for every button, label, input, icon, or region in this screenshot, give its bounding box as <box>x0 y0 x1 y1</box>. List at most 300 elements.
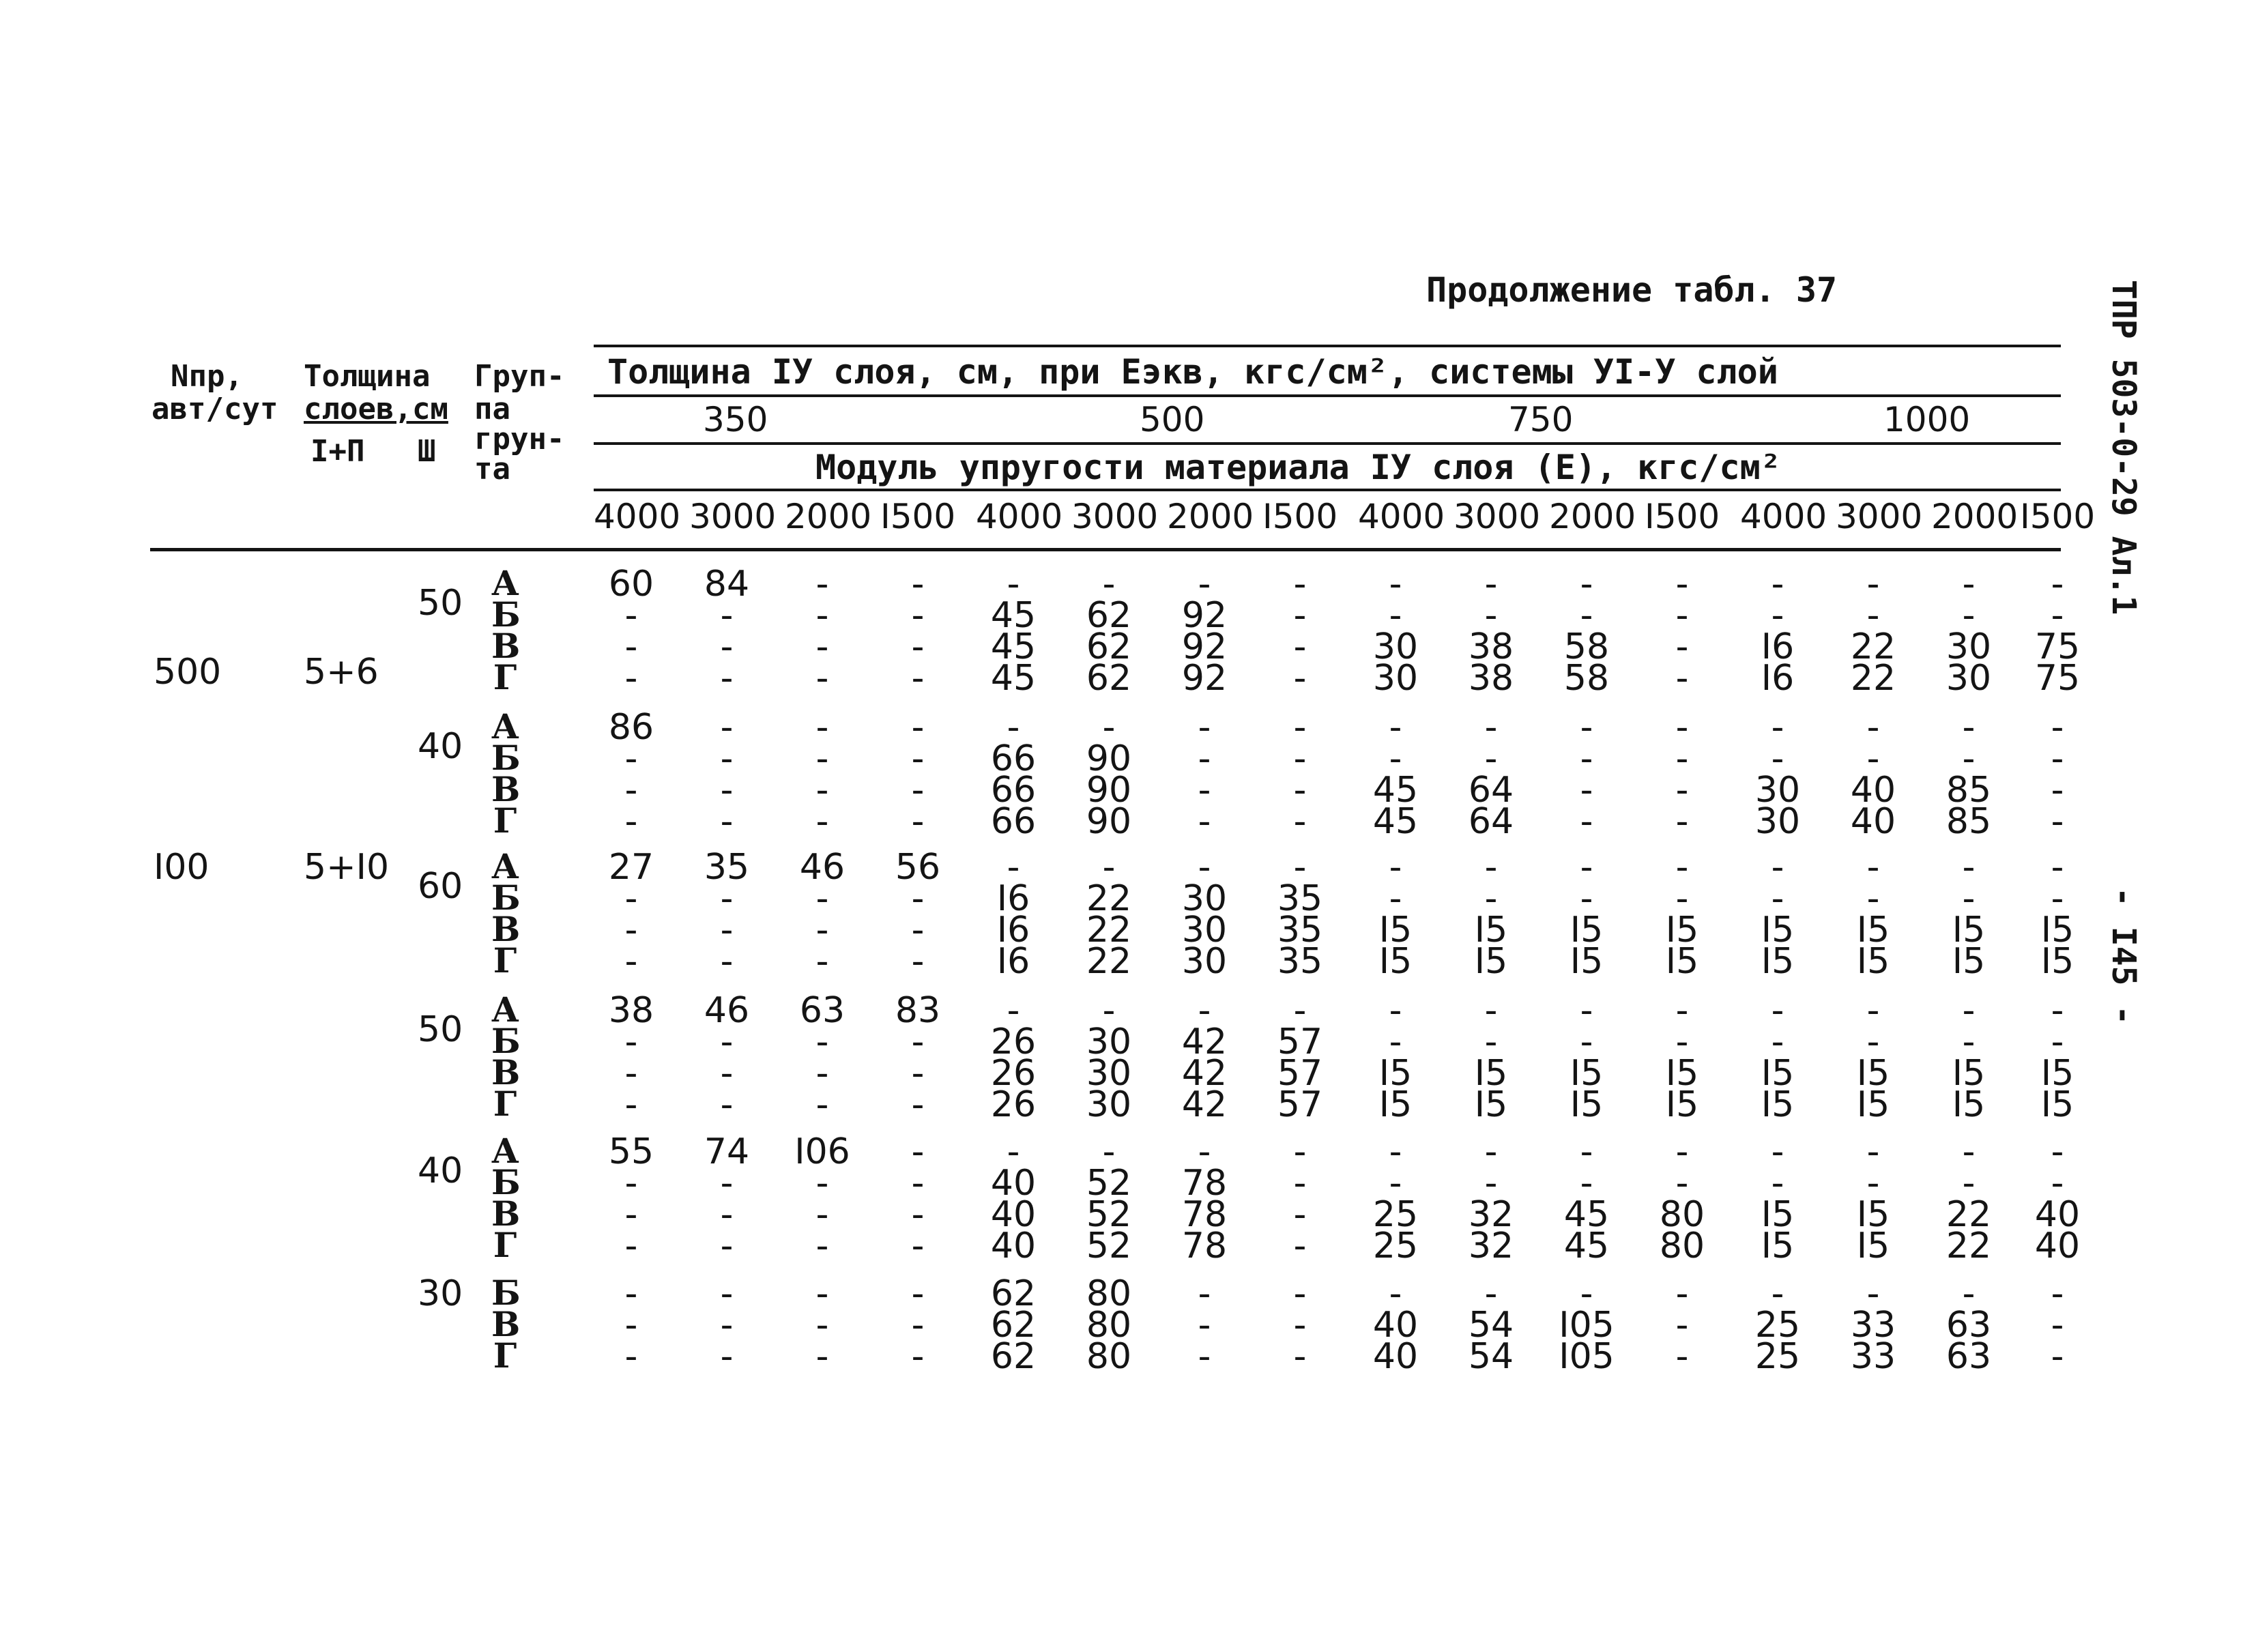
table-cell: - <box>624 1336 638 1377</box>
table-cell: 57 <box>1277 1021 1323 1062</box>
table-cell: I5 <box>1761 1084 1795 1125</box>
header-group-line4: та <box>474 452 510 487</box>
table-cell: - <box>1580 1131 1593 1172</box>
table-cell: I5 <box>1570 1084 1604 1125</box>
table-cell: I5 <box>1761 941 1795 982</box>
table-cell: - <box>2051 1336 2064 1377</box>
table-cell: 62 <box>990 1273 1037 1314</box>
header-group-line1: Груп- <box>474 359 565 394</box>
table-cell: - <box>815 1163 829 1204</box>
table-cell: 42 <box>1181 1053 1228 1094</box>
header-group-line2: па <box>474 392 510 426</box>
table-cell: 30 <box>1181 910 1228 951</box>
table-cell: 38 <box>608 990 654 1031</box>
table-cell: 75 <box>2034 626 2081 667</box>
table-cell: I5 <box>1952 910 1986 951</box>
table-cell: - <box>2051 1131 2064 1172</box>
table-cell: - <box>911 564 925 605</box>
table-cell: - <box>1866 878 1880 919</box>
table-cell: - <box>1675 1131 1689 1172</box>
table-cell: 42 <box>1181 1084 1228 1125</box>
table-cell: - <box>1771 990 1784 1031</box>
table-cell: I5 <box>1378 941 1413 982</box>
soil-group: В <box>491 626 521 666</box>
table-cell: - <box>815 658 829 699</box>
table-cell: I5 <box>2040 941 2074 982</box>
table-cell: 75 <box>2034 658 2081 699</box>
table-cell: - <box>911 1131 925 1172</box>
table-cell: - <box>720 1163 734 1204</box>
table-cell: - <box>1389 595 1402 636</box>
table-cell: 60 <box>608 564 654 605</box>
table-cell: I5 <box>1952 1084 1986 1125</box>
table-cell: - <box>2051 878 2064 919</box>
table-cell: - <box>815 1273 829 1314</box>
table-cell: I6 <box>1761 626 1795 667</box>
table-cell: 45 <box>1563 1226 1610 1266</box>
table-cell: - <box>815 770 829 811</box>
table-cell: - <box>815 707 829 748</box>
table-cell: - <box>1198 1131 1211 1172</box>
soil-group: А <box>491 846 519 886</box>
table-cell: I5 <box>1570 910 1604 951</box>
soil-group: А <box>491 1131 519 1171</box>
soil-group: А <box>491 989 519 1030</box>
table-cell: - <box>1484 847 1498 888</box>
table-cell: I5 <box>1856 910 1890 951</box>
table-cell: - <box>720 738 734 779</box>
table-cell: - <box>1580 595 1593 636</box>
table-cell: - <box>1198 707 1211 748</box>
table-cell: 26 <box>990 1084 1037 1125</box>
table-cell: - <box>1293 595 1307 636</box>
table-cell: 74 <box>704 1131 750 1172</box>
table-cell: - <box>1771 564 1784 605</box>
table-cell: 30 <box>1372 626 1419 667</box>
table-cell: - <box>1293 738 1307 779</box>
table-cell: - <box>1580 770 1593 811</box>
table-cell: 25 <box>1372 1194 1419 1235</box>
table-cell: - <box>1293 1273 1307 1314</box>
table-cell: - <box>1771 738 1784 779</box>
table-cell: 55 <box>608 1131 654 1172</box>
soil-group: Б <box>491 878 521 918</box>
table-cell: - <box>1484 738 1498 779</box>
table-cell: 40 <box>990 1163 1037 1204</box>
table-cell: 30 <box>1086 1021 1132 1062</box>
modulus-header-15: 2000 <box>1931 497 2019 536</box>
table-cell: - <box>1007 707 1020 748</box>
table-cell: 62 <box>1086 626 1132 667</box>
soil-group: В <box>491 1193 521 1234</box>
table-cell: 92 <box>1181 658 1228 699</box>
table-cell: - <box>720 878 734 919</box>
table-cell: I5 <box>1570 941 1604 982</box>
table-cell: - <box>624 1163 638 1204</box>
header-main-title: Толщина IУ слоя, см, при Еэкв, кгс/см², системы УI-У слой <box>607 352 1778 392</box>
table-cell: - <box>720 1194 734 1235</box>
table-cell: 33 <box>1850 1305 1896 1346</box>
table-cell: 80 <box>1086 1336 1132 1377</box>
soil-group: Г <box>493 800 517 841</box>
table-cell: 30 <box>1086 1084 1132 1125</box>
table-cell: - <box>1102 1131 1116 1172</box>
table-cell: - <box>1389 990 1402 1031</box>
table-cell: 22 <box>1946 1194 1992 1235</box>
table-cell: - <box>1389 707 1402 748</box>
soil-group: Б <box>491 1162 521 1202</box>
table-cell: - <box>1675 1273 1689 1314</box>
table-cell: - <box>720 770 734 811</box>
table-cell: - <box>1866 595 1880 636</box>
table-cell: - <box>624 1194 638 1235</box>
table-cell: - <box>1675 738 1689 779</box>
table-cell: 30 <box>1181 878 1228 919</box>
table-cell: - <box>815 626 829 667</box>
table-cell: - <box>1580 738 1593 779</box>
table-cell: - <box>815 1336 829 1377</box>
table-cell: I5 <box>1665 1053 1699 1094</box>
table-cell: 32 <box>1468 1226 1514 1266</box>
table-cell: 38 <box>1468 626 1514 667</box>
table-cell: - <box>720 910 734 951</box>
traffic-intensity: 500 <box>154 651 222 693</box>
table-cell: - <box>815 1021 829 1062</box>
eekv-1000: 1000 <box>1883 400 1971 439</box>
soil-group: В <box>491 769 521 809</box>
eekv-350: 350 <box>703 400 768 439</box>
table-cell: - <box>1866 990 1880 1031</box>
table-cell: I6 <box>1761 658 1795 699</box>
table-cell: - <box>1866 1273 1880 1314</box>
header-rule-top <box>594 345 2061 347</box>
table-cell: - <box>1962 707 1976 748</box>
modulus-header-13: 4000 <box>1740 497 1827 536</box>
table-cell: I05 <box>1559 1336 1615 1377</box>
table-cell: 66 <box>990 801 1037 842</box>
table-cell: - <box>1675 1021 1689 1062</box>
table-cell: - <box>911 1336 925 1377</box>
table-cell: 26 <box>990 1021 1037 1062</box>
table-cell: I5 <box>1856 1084 1890 1125</box>
table-cell: I6 <box>996 878 1030 919</box>
table-cell: - <box>911 770 925 811</box>
table-cell: - <box>720 707 734 748</box>
table-cell: 90 <box>1086 770 1132 811</box>
table-cell: I5 <box>1856 1053 1890 1094</box>
table-cell: - <box>1962 595 1976 636</box>
table-cell: 80 <box>1659 1226 1705 1266</box>
table-cell: I5 <box>1856 1226 1890 1266</box>
table-cell: - <box>624 1084 638 1125</box>
table-cell: - <box>911 1163 925 1204</box>
table-cell: I6 <box>996 910 1030 951</box>
table-cell: - <box>1771 707 1784 748</box>
table-cell: - <box>911 1226 925 1266</box>
table-caption: Продолжение табл. 37 <box>1426 270 1838 310</box>
table-cell: - <box>1580 878 1593 919</box>
table-cell: - <box>911 1273 925 1314</box>
table-cell: - <box>1771 1021 1784 1062</box>
table-cell: - <box>1293 1194 1307 1235</box>
table-cell: I5 <box>1474 1053 1508 1094</box>
table-cell: - <box>815 941 829 982</box>
table-cell: - <box>624 770 638 811</box>
table-cell: - <box>815 1053 829 1094</box>
table-cell: - <box>2051 738 2064 779</box>
modulus-header-10: 3000 <box>1454 497 1541 536</box>
modulus-header-8: I500 <box>1262 497 1338 536</box>
table-cell: - <box>1484 878 1498 919</box>
table-cell: 35 <box>1277 878 1323 919</box>
table-cell: 85 <box>1946 770 1992 811</box>
table-cell: - <box>2051 1273 2064 1314</box>
table-cell: - <box>1484 595 1498 636</box>
table-cell: I5 <box>1761 1053 1795 1094</box>
header-modulus-title: Модуль упругости материала IУ слоя (Е), кгс/см² <box>815 448 1781 487</box>
table-cell: - <box>1962 1273 1976 1314</box>
table-cell: - <box>1866 1021 1880 1062</box>
table-cell: - <box>720 1273 734 1314</box>
table-cell: - <box>1293 626 1307 667</box>
table-cell: - <box>1389 878 1402 919</box>
table-cell: - <box>1484 1273 1498 1314</box>
table-cell: 52 <box>1086 1163 1132 1204</box>
table-cell: - <box>1198 1336 1211 1377</box>
table-cell: 35 <box>1277 910 1323 951</box>
table-cell: - <box>1675 564 1689 605</box>
table-cell: - <box>1675 595 1689 636</box>
table-cell: 66 <box>990 770 1037 811</box>
table-cell: - <box>2051 847 2064 888</box>
table-cell: - <box>720 1336 734 1377</box>
table-cell: - <box>1389 1021 1402 1062</box>
table-cell: 58 <box>1563 658 1610 699</box>
table-cell: - <box>911 658 925 699</box>
soil-group: А <box>491 563 519 603</box>
header-layers-line1: Толщина <box>304 359 431 394</box>
table-cell: 40 <box>1850 770 1896 811</box>
table-cell: I5 <box>1474 1084 1508 1125</box>
modulus-header-9: 4000 <box>1358 497 1445 536</box>
soil-group: Г <box>493 940 517 981</box>
header-group-line3: грун- <box>474 422 565 457</box>
table-cell: - <box>1484 1163 1498 1204</box>
table-cell: 78 <box>1181 1226 1228 1266</box>
table-cell: - <box>911 1021 925 1062</box>
table-cell: 83 <box>895 990 941 1031</box>
table-cell: 40 <box>1372 1336 1419 1377</box>
table-cell: 27 <box>608 847 654 888</box>
table-cell: 45 <box>1563 1194 1610 1235</box>
table-cell: - <box>624 1053 638 1094</box>
table-cell: - <box>2051 801 2064 842</box>
table-cell: 30 <box>1372 658 1419 699</box>
table-cell: 40 <box>990 1194 1037 1235</box>
table-cell: 92 <box>1181 595 1228 636</box>
table-cell: - <box>1198 990 1211 1031</box>
table-cell: 40 <box>2034 1194 2081 1235</box>
table-cell: - <box>2051 1021 2064 1062</box>
soil-group: В <box>491 1052 521 1092</box>
layer-iii-thickness: 50 <box>418 582 463 624</box>
table-cell: - <box>1102 564 1116 605</box>
table-cell: 45 <box>990 658 1037 699</box>
table-cell: 35 <box>704 847 750 888</box>
table-cell: - <box>720 1305 734 1346</box>
layers-thickness: 5+6 <box>304 651 379 693</box>
table-cell: 38 <box>1468 658 1514 699</box>
table-cell: - <box>815 1305 829 1346</box>
table-cell: - <box>1675 626 1689 667</box>
table-cell: - <box>1675 847 1689 888</box>
header-rule-eekv <box>594 442 2061 445</box>
table-cell: - <box>1866 1163 1880 1204</box>
table-cell: - <box>1102 707 1116 748</box>
table-cell: I5 <box>1665 910 1699 951</box>
table-cell: 46 <box>799 847 845 888</box>
table-cell: 80 <box>1086 1273 1132 1314</box>
table-cell: 45 <box>990 626 1037 667</box>
table-cell: 40 <box>990 1226 1037 1266</box>
soil-group: Г <box>493 1225 517 1265</box>
table-cell: - <box>1293 1336 1307 1377</box>
table-cell: - <box>911 595 925 636</box>
table-cell: - <box>720 1226 734 1266</box>
table-cell: - <box>815 801 829 842</box>
table-cell: - <box>1580 707 1593 748</box>
table-cell: - <box>1866 738 1880 779</box>
table-cell: I5 <box>1952 941 1986 982</box>
table-cell: 32 <box>1468 1194 1514 1235</box>
table-cell: 63 <box>799 990 845 1031</box>
table-cell: - <box>815 1226 829 1266</box>
header-rule-modulus <box>594 489 2061 491</box>
table-cell: 26 <box>990 1053 1037 1094</box>
table-cell: 22 <box>1850 658 1896 699</box>
table-cell: - <box>1962 564 1976 605</box>
page-number: - I45 - <box>2105 887 2143 1026</box>
table-cell: - <box>1580 847 1593 888</box>
table-cell: I5 <box>1761 910 1795 951</box>
table-cell: - <box>1484 1021 1498 1062</box>
table-cell: - <box>1675 1336 1689 1377</box>
table-cell: - <box>911 738 925 779</box>
header-layers-sub2: Ш <box>418 434 436 469</box>
table-cell: 62 <box>990 1305 1037 1346</box>
table-cell: - <box>720 626 734 667</box>
layer-iii-thickness: 60 <box>418 865 463 907</box>
table-cell: - <box>911 941 925 982</box>
table-cell: 58 <box>1563 626 1610 667</box>
layer-iii-thickness: 40 <box>418 725 463 767</box>
layer-iii-thickness: 50 <box>418 1009 463 1050</box>
table-cell: - <box>1866 707 1880 748</box>
table-cell: - <box>1198 1305 1211 1346</box>
table-cell: - <box>1675 658 1689 699</box>
table-cell: 25 <box>1754 1305 1801 1346</box>
table-cell: 86 <box>608 707 654 748</box>
table-cell: - <box>1675 770 1689 811</box>
table-cell: - <box>1007 847 1020 888</box>
table-cell: - <box>1675 801 1689 842</box>
soil-group: А <box>491 706 519 747</box>
table-cell: I5 <box>1761 1226 1795 1266</box>
table-cell: - <box>624 626 638 667</box>
table-cell: I5 <box>1378 1053 1413 1094</box>
table-cell: 80 <box>1086 1305 1132 1346</box>
table-cell: - <box>1675 1305 1689 1346</box>
soil-group: Б <box>491 1021 521 1061</box>
table-cell: - <box>1771 847 1784 888</box>
table-cell: 92 <box>1181 626 1228 667</box>
modulus-header-11: 2000 <box>1549 497 1636 536</box>
table-cell: - <box>1389 1131 1402 1172</box>
table-cell: 78 <box>1181 1194 1228 1235</box>
table-cell: - <box>815 595 829 636</box>
table-cell: 40 <box>1850 801 1896 842</box>
table-cell: - <box>1198 564 1211 605</box>
table-cell: - <box>1484 564 1498 605</box>
table-cell: - <box>1675 1163 1689 1204</box>
table-cell: 54 <box>1468 1336 1514 1377</box>
soil-group: В <box>491 1304 521 1344</box>
table-cell: - <box>1389 564 1402 605</box>
table-cell: - <box>1580 1273 1593 1314</box>
table-cell: - <box>1293 1305 1307 1346</box>
table-cell: 84 <box>704 564 750 605</box>
table-cell: I05 <box>1559 1305 1615 1346</box>
modulus-header-14: 3000 <box>1836 497 1923 536</box>
table-cell: 22 <box>1086 941 1132 982</box>
table-cell: 33 <box>1850 1336 1896 1377</box>
table-cell: 64 <box>1468 770 1514 811</box>
table-cell: - <box>1293 1226 1307 1266</box>
table-cell: 54 <box>1468 1305 1514 1346</box>
table-cell: - <box>624 658 638 699</box>
table-cell: - <box>1102 847 1116 888</box>
table-cell: - <box>624 1021 638 1062</box>
modulus-header-3: 2000 <box>785 497 872 536</box>
table-cell: - <box>720 1053 734 1094</box>
soil-group: Г <box>493 1084 517 1124</box>
table-cell: 57 <box>1277 1084 1323 1125</box>
table-cell: - <box>1389 1273 1402 1314</box>
table-cell: - <box>624 801 638 842</box>
table-cell: - <box>1389 1163 1402 1204</box>
table-cell: 46 <box>704 990 750 1031</box>
table-cell: - <box>815 878 829 919</box>
table-cell: I5 <box>1665 1084 1699 1125</box>
table-cell: - <box>720 1084 734 1125</box>
table-cell: - <box>1007 990 1020 1031</box>
table-cell: I5 <box>1474 910 1508 951</box>
table-cell: - <box>815 1194 829 1235</box>
layer-iii-thickness: 30 <box>418 1273 463 1314</box>
table-cell: - <box>815 910 829 951</box>
table-cell: 42 <box>1181 1021 1228 1062</box>
table-cell: 45 <box>990 595 1037 636</box>
table-cell: 78 <box>1181 1163 1228 1204</box>
table-cell: - <box>2051 595 2064 636</box>
soil-group: Г <box>493 1335 517 1376</box>
table-cell: - <box>911 1084 925 1125</box>
table-cell: - <box>2051 770 2064 811</box>
table-cell: - <box>2051 564 2064 605</box>
layers-thickness: 5+I0 <box>304 847 390 888</box>
table-cell: - <box>1580 990 1593 1031</box>
table-cell: 63 <box>1946 1305 1992 1346</box>
